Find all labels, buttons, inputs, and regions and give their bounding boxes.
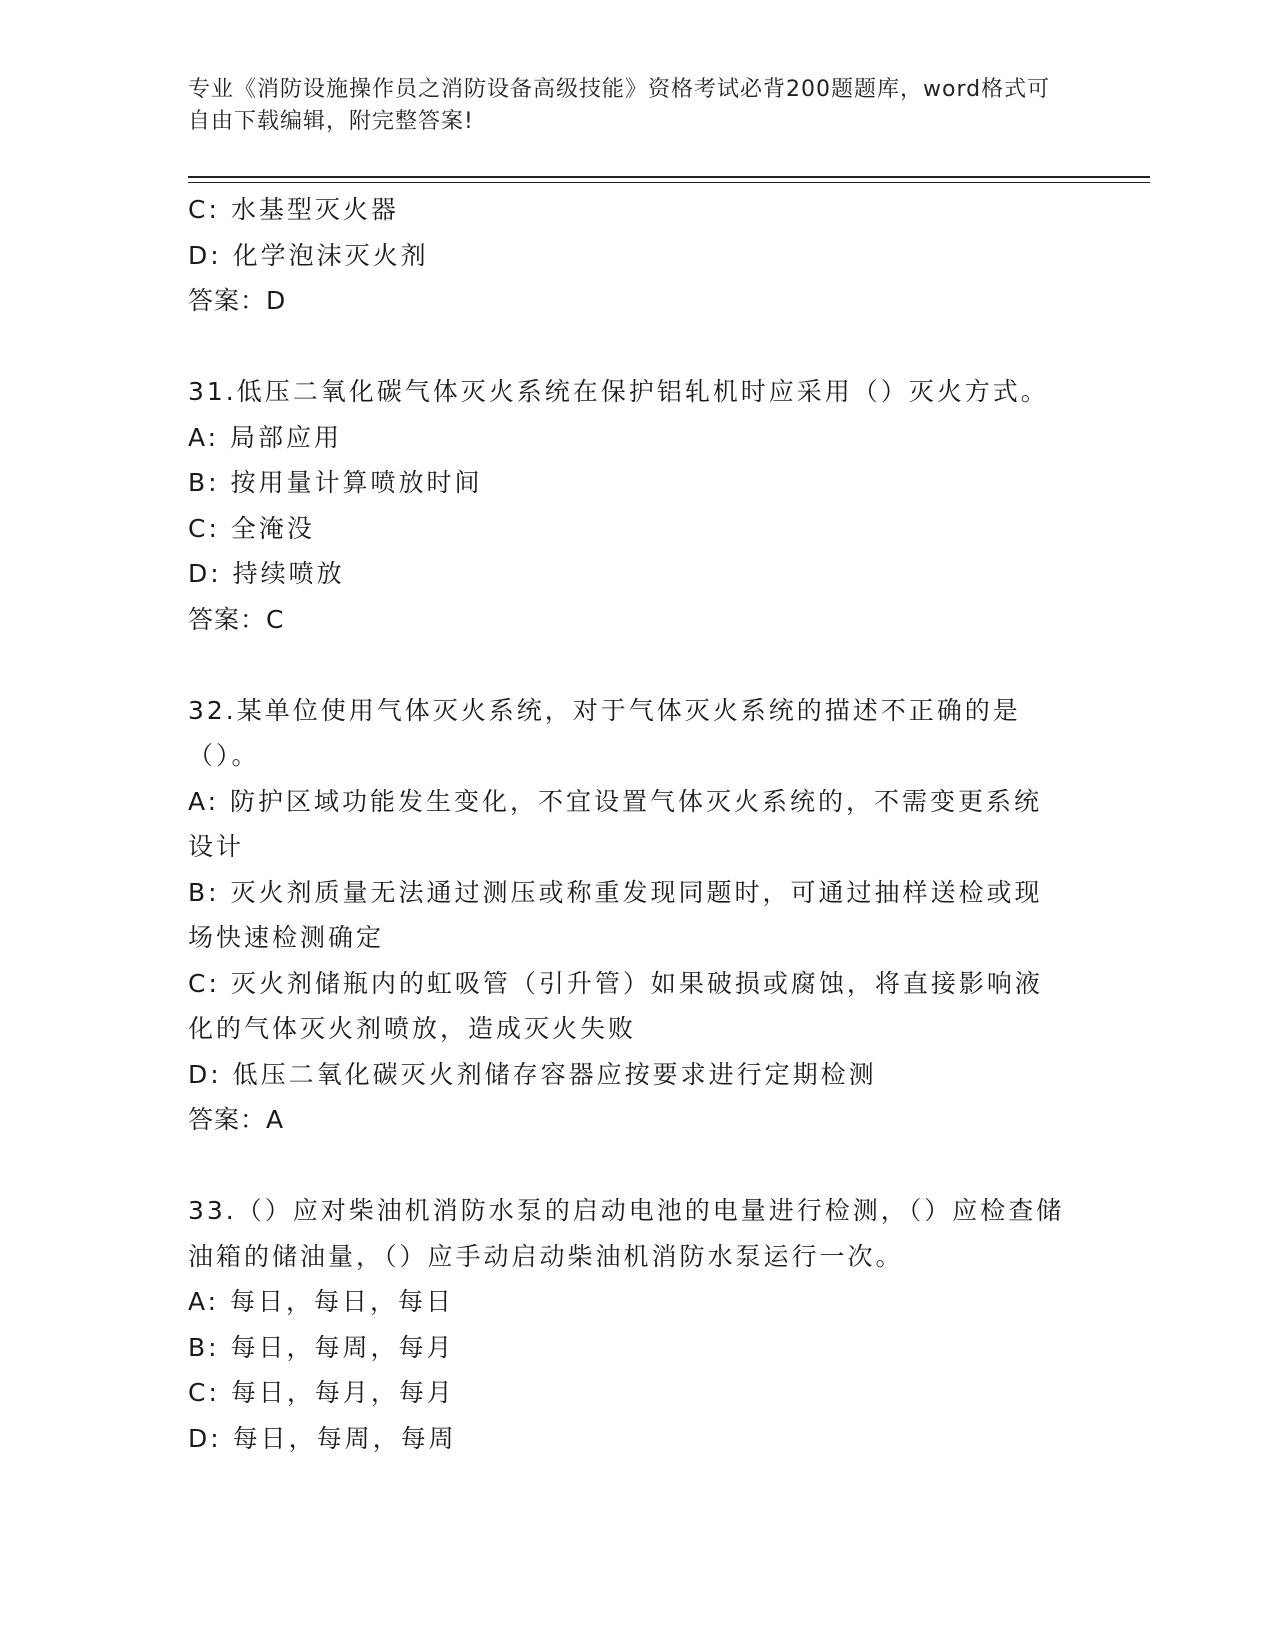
option-d: D: 每日，每周，每周 bbox=[188, 1423, 457, 1453]
option-d: D: 低压二氧化碳灭火剂储存容器应按要求进行定期检测 bbox=[188, 1059, 877, 1089]
answer: 答案：A bbox=[188, 1105, 285, 1134]
spacer bbox=[188, 1143, 1068, 1189]
option-c: C: 每日，每月，每月 bbox=[188, 1378, 455, 1407]
option-c: C: 水基型灭火器 bbox=[188, 195, 399, 224]
option-d: D: 化学泡沫灭火剂 bbox=[188, 240, 429, 270]
question-32 bbox=[188, 688, 1068, 1143]
document-title: 专业《消防设施操作员之消防设备高级技能》资格考试必背200题题库，word格式可自由下载编辑，附完整答案! bbox=[188, 77, 1051, 134]
header-divider-thick bbox=[188, 176, 1150, 178]
question-stem: 31.低压二氧化碳气体灭火系统在保护铝轧机时应采用（）灭火方式。 bbox=[188, 377, 1049, 406]
question-content bbox=[188, 187, 1068, 1461]
header-divider-thin bbox=[188, 182, 1150, 183]
option-c: C: 全淹没 bbox=[188, 513, 315, 543]
question-31 bbox=[188, 369, 1068, 642]
answer: 答案：C bbox=[188, 604, 285, 634]
document-header bbox=[188, 74, 1068, 138]
question-stem: 33.（）应对柴油机消防水泵的启动电池的电量进行检测，（）应检查储油箱的储油量，（）应手动启动柴油机消防水泵运行一次。 bbox=[188, 1196, 1065, 1271]
spacer bbox=[188, 324, 1068, 370]
option-b: B: 按用量计算喷放时间 bbox=[188, 468, 483, 497]
option-a: A: 每日，每日，每日 bbox=[188, 1287, 455, 1316]
previous-question-tail bbox=[188, 187, 1068, 324]
spacer bbox=[188, 642, 1068, 688]
option-d: D: 持续喷放 bbox=[188, 559, 345, 588]
option-b: B: 每日，每周，每月 bbox=[188, 1332, 455, 1362]
question-stem: 32.某单位使用气体灭火系统，对于气体灭火系统的描述不正确的是（）。 bbox=[188, 695, 1021, 770]
option-c: C: 灭火剂储瓶内的虹吸管（引升管）如果破损或腐蚀，将直接影响液化的气体灭火剂喷放，造成灭火失败 bbox=[188, 968, 1043, 1043]
option-a: A: 局部应用 bbox=[188, 422, 343, 452]
answer: 答案：D bbox=[188, 286, 287, 315]
question-33 bbox=[188, 1188, 1068, 1461]
option-b: B: 灭火剂质量无法通过测压或称重发现同题时，可通过抽样送检或现场快速检测确定 bbox=[188, 877, 1043, 952]
option-a: A: 防护区域功能发生变化，不宜设置气体灭火系统的，不需变更系统设计 bbox=[188, 786, 1043, 861]
